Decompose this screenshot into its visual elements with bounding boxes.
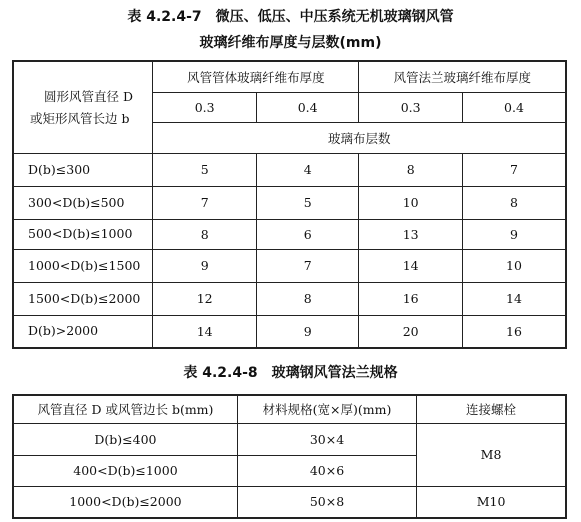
value-cell: 10 bbox=[462, 249, 566, 282]
value-cell: 7 bbox=[462, 153, 566, 186]
value-cell: 14 bbox=[462, 282, 566, 315]
value-cell: 4 bbox=[256, 153, 359, 186]
value-cell: 14 bbox=[359, 249, 463, 282]
value-cell: 9 bbox=[256, 315, 359, 348]
material-cell: 40×6 bbox=[237, 455, 416, 486]
size-range-cell: 400<D(b)≤1000 bbox=[13, 455, 237, 486]
value-cell: 7 bbox=[256, 249, 359, 282]
bolt-cell: M8 bbox=[417, 423, 566, 486]
value-cell: 14 bbox=[153, 315, 257, 348]
layers-label: 玻璃布层数 bbox=[153, 122, 566, 153]
flange-spec-table bbox=[12, 394, 567, 519]
group-header-duct: 风管管体玻璃纤维布厚度 bbox=[153, 61, 359, 92]
material-cell: 30×4 bbox=[237, 423, 416, 455]
table-row bbox=[13, 153, 566, 186]
stub-header bbox=[13, 61, 153, 153]
value-cell: 12 bbox=[153, 282, 257, 315]
size-range-cell: 1500<D(b)≤2000 bbox=[13, 282, 153, 315]
column-header: 连接螺栓 bbox=[417, 395, 566, 423]
table-header-row bbox=[13, 395, 566, 423]
stub-header-line2: 或矩形风管长边 b bbox=[30, 111, 130, 127]
value-cell: 16 bbox=[462, 315, 566, 348]
table1-title-line2: 玻璃纤维布厚度与层数(mm) bbox=[199, 35, 382, 51]
size-range-cell: D(b)≤300 bbox=[13, 153, 153, 186]
group-header-flange: 风管法兰玻璃纤维布厚度 bbox=[359, 61, 566, 92]
table2-title: 表 4.2.4-8 玻璃钢风管法兰规格 bbox=[183, 365, 398, 381]
size-range-cell: D(b)≤400 bbox=[13, 423, 237, 455]
thickness-header: 0.3 bbox=[359, 92, 463, 122]
value-cell: 8 bbox=[153, 219, 257, 249]
value-cell: 8 bbox=[462, 186, 566, 219]
thickness-header: 0.3 bbox=[153, 92, 257, 122]
value-cell: 9 bbox=[153, 249, 257, 282]
value-cell: 16 bbox=[359, 282, 463, 315]
bolt-cell: M10 bbox=[417, 486, 566, 518]
table-row bbox=[13, 219, 566, 249]
size-range-cell: D(b)>2000 bbox=[13, 315, 153, 348]
size-range-cell: 300<D(b)≤500 bbox=[13, 186, 153, 219]
fiberglass-layers-table bbox=[12, 60, 567, 349]
table-row bbox=[13, 282, 566, 315]
stub-header-line1: 圆形风管直径 D bbox=[44, 89, 133, 105]
value-cell: 8 bbox=[256, 282, 359, 315]
table-row bbox=[13, 249, 566, 282]
table1-title-line1: 表 4.2.4-7 微压、低压、中压系统无机玻璃钢风管 bbox=[127, 9, 454, 25]
thickness-header: 0.4 bbox=[256, 92, 359, 122]
table-row bbox=[13, 486, 566, 518]
size-range-cell: 1000<D(b)≤1500 bbox=[13, 249, 153, 282]
table-row bbox=[13, 186, 566, 219]
table-row bbox=[13, 315, 566, 348]
value-cell: 6 bbox=[256, 219, 359, 249]
value-cell: 7 bbox=[153, 186, 257, 219]
material-cell: 50×8 bbox=[237, 486, 416, 518]
value-cell: 5 bbox=[256, 186, 359, 219]
size-range-cell: 500<D(b)≤1000 bbox=[13, 219, 153, 249]
value-cell: 10 bbox=[359, 186, 463, 219]
table-row bbox=[13, 423, 566, 455]
value-cell: 20 bbox=[359, 315, 463, 348]
thickness-header: 0.4 bbox=[462, 92, 566, 122]
value-cell: 5 bbox=[153, 153, 257, 186]
value-cell: 8 bbox=[359, 153, 463, 186]
column-header: 风管直径 D 或风管边长 b(mm) bbox=[13, 395, 237, 423]
column-header: 材料规格(宽×厚)(mm) bbox=[237, 395, 416, 423]
value-cell: 13 bbox=[359, 219, 463, 249]
value-cell: 9 bbox=[462, 219, 566, 249]
size-range-cell: 1000<D(b)≤2000 bbox=[13, 486, 237, 518]
